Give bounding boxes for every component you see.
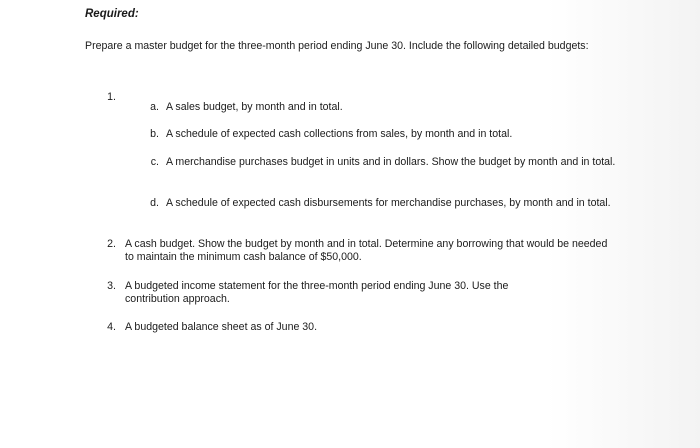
subitem-d-text: A schedule of expected cash disbursements for merchandise purchases, by month and in total. <box>166 197 611 209</box>
item-3-number: 3. <box>107 280 116 292</box>
intro-paragraph: Prepare a master budget for the three-month period ending June 30. Include the following detailed budgets: <box>85 40 589 52</box>
subitem-a-text: A sales budget, by month and in total. <box>166 101 343 113</box>
item-1-number: 1. <box>107 91 116 103</box>
item-2-number: 2. <box>107 238 116 250</box>
item-3-text: A budgeted income statement for the three-month period ending June 30. Use the contribution approach. <box>125 280 509 305</box>
subitem-a-letter: a. <box>150 101 159 113</box>
subitem-c-letter: c. <box>150 156 159 168</box>
item-2-text: A cash budget. Show the budget by month and in total. Determine any borrowing that would be needed to maintain the minimum cash balance of $50,000. <box>125 238 608 263</box>
subitem-b-letter: b. <box>150 128 159 140</box>
subitem-c-text: A merchandise purchases budget in units and in dollars. Show the budget by month and in total. <box>166 156 616 168</box>
item-4-text: A budgeted balance sheet as of June 30. <box>125 321 318 333</box>
required-heading: Required: <box>85 8 139 20</box>
item-4-number: 4. <box>107 321 116 333</box>
subitem-d-letter: d. <box>150 197 159 209</box>
subitem-b-text: A schedule of expected cash collections from sales, by month and in total. <box>166 128 513 140</box>
